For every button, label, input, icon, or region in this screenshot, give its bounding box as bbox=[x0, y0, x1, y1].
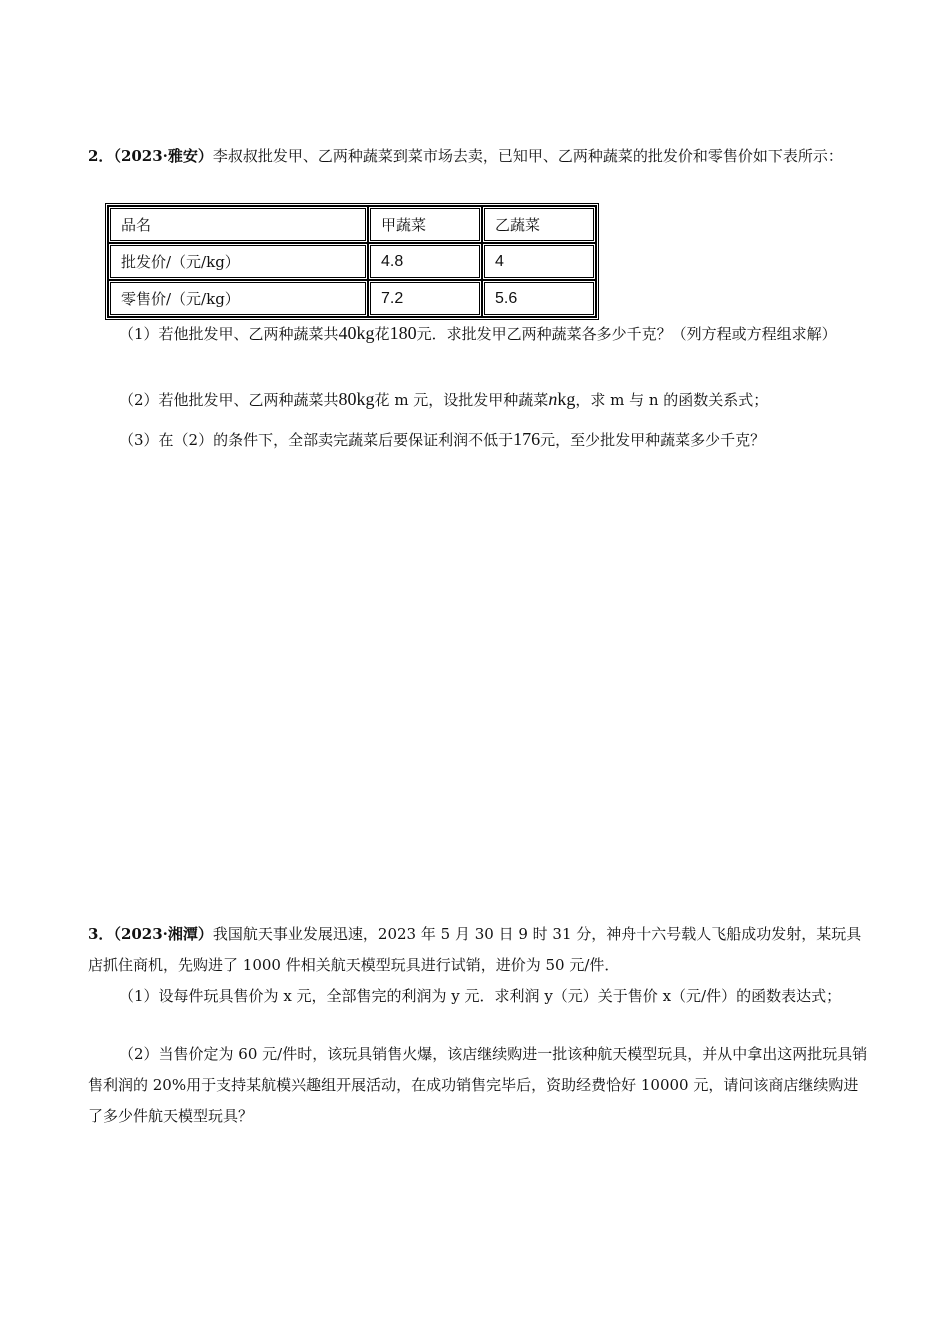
table-cell: 4.8 bbox=[368, 243, 482, 280]
question-2-source: （2023·雅安） bbox=[113, 147, 213, 165]
question-2-part-1 bbox=[88, 318, 868, 350]
question-3-part-2: （2）当售价定为 60 元/件时，该玩具销售火爆，该店继续购进一批该种航天模型玩具，并从中拿出这两批玩具销售利润的 20%用于支持某航模兴趣组开展活动，在成功销售完毕后，资助经费恰好 10000 元，请问该商店继续购进了多少件航天模型玩具？ bbox=[88, 1045, 868, 1125]
question-3-part-1: （1）设每件玩具售价为 x 元，全部售完的利润为 y 元．求利润 y（元）关于售价 x（元/件）的函数表达式； bbox=[119, 987, 842, 1005]
question-2-number: 2． bbox=[88, 147, 114, 165]
math-value: 80kg bbox=[338, 389, 375, 409]
part-text: （3）在（2）的条件下，全部卖完蔬菜后要保证利润不低于 bbox=[119, 431, 514, 449]
part-text: （1）若他批发甲、乙两种蔬菜共 bbox=[119, 325, 339, 343]
math-value: 40kg bbox=[338, 323, 375, 343]
question-3-stem-text: 我国航天事业发展迅速，2023 年 5 月 30 日 9 时 31 分，神舟十六号载人飞船成功发射，某玩具店抓住商机，先购进了 1000 件相关航天模型玩具进行试销，进价为 50 元/件． bbox=[88, 925, 862, 974]
math-variable: n bbox=[548, 389, 558, 409]
part-text: 元，至少批发甲种蔬菜多少千克？ bbox=[540, 431, 766, 449]
question-2-part-3 bbox=[88, 424, 868, 456]
table-cell: 5.6 bbox=[482, 280, 596, 317]
question-2-stem bbox=[88, 141, 868, 172]
question-3-source: （2023·湘潭） bbox=[113, 925, 213, 943]
table-cell: 批发价/（元/kg） bbox=[108, 243, 368, 280]
table-header-cell: 品名 bbox=[108, 206, 368, 243]
table-cell: 零售价/（元/kg） bbox=[108, 280, 368, 317]
table-row bbox=[108, 243, 596, 280]
part-text: （2）若他批发甲、乙两种蔬菜共 bbox=[119, 391, 339, 409]
part-text: ，求 m 与 n 的函数关系式； bbox=[575, 391, 769, 409]
table-header-cell: 甲蔬菜 bbox=[368, 206, 482, 243]
table-cell: 7.2 bbox=[368, 280, 482, 317]
price-table bbox=[105, 203, 599, 320]
part-text: 花 m 元，设批发甲种蔬菜 bbox=[374, 391, 549, 409]
table-row bbox=[108, 280, 596, 317]
table-cell: 4 bbox=[482, 243, 596, 280]
question-3-stem bbox=[88, 919, 868, 981]
question-2-part-2 bbox=[88, 384, 868, 416]
question-2-stem-text: 李叔叔批发甲、乙两种蔬菜到菜市场去卖，已知甲、乙两种蔬菜的批发价和零售价如下表所示： bbox=[212, 147, 843, 165]
math-unit: kg bbox=[557, 389, 576, 409]
part-text: 元．求批发甲乙两种蔬菜各多少千克？（列方程或方程组求解） bbox=[416, 325, 837, 343]
part-text: 花 bbox=[374, 325, 390, 343]
math-value: 180 bbox=[389, 323, 417, 343]
question-3-number: 3． bbox=[88, 925, 114, 943]
math-value: 176 bbox=[513, 429, 541, 449]
table-header-row bbox=[108, 206, 596, 243]
table-header-cell: 乙蔬菜 bbox=[482, 206, 596, 243]
